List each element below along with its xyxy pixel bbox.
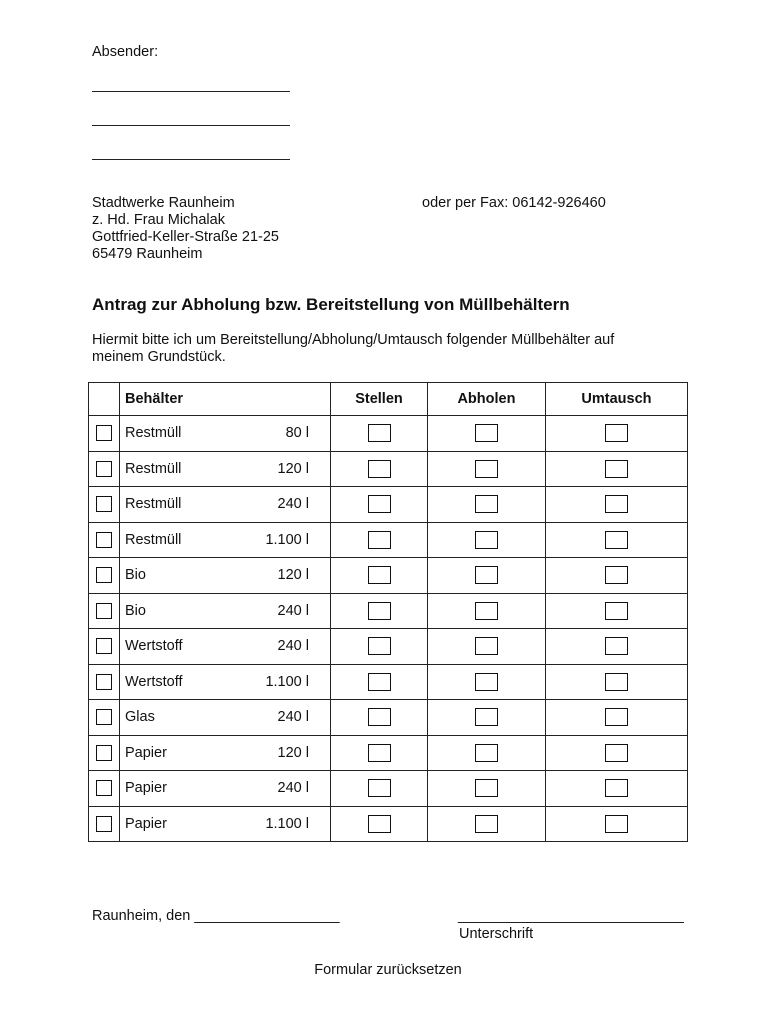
abholen-cell (428, 487, 546, 523)
recipient-address (92, 195, 279, 263)
umtausch-cell (545, 664, 687, 700)
recipient-line-2: z. Hd. Frau Michalak (92, 212, 225, 228)
abholen-cell (428, 593, 546, 629)
container-type: Glas (125, 709, 155, 726)
abholen-cell (428, 700, 546, 736)
row-select-cell (89, 416, 120, 452)
abholen-cell (428, 451, 546, 487)
umtausch-cell (545, 416, 687, 452)
umtausch-checkbox[interactable] (605, 602, 628, 620)
umtausch-cell (545, 593, 687, 629)
stellen-cell (331, 771, 428, 807)
table-row (89, 806, 688, 842)
abholen-checkbox[interactable] (475, 708, 498, 726)
abholen-checkbox[interactable] (475, 424, 498, 442)
fax-number: oder per Fax: 06142-926460 (422, 195, 606, 211)
umtausch-checkbox[interactable] (605, 637, 628, 655)
row-select-checkbox[interactable] (96, 780, 112, 796)
abholen-cell (428, 771, 546, 807)
stellen-cell (331, 558, 428, 594)
container-type: Bio (125, 567, 146, 584)
row-select-checkbox[interactable] (96, 674, 112, 690)
stellen-cell (331, 735, 428, 771)
umtausch-cell (545, 487, 687, 523)
sender-line-3[interactable] (92, 159, 290, 160)
row-select-cell (89, 771, 120, 807)
container-type-cell (120, 451, 331, 487)
table-row (89, 593, 688, 629)
row-select-checkbox[interactable] (96, 567, 112, 583)
stellen-cell (331, 664, 428, 700)
container-size: 80 l (285, 425, 309, 442)
stellen-checkbox[interactable] (368, 744, 391, 762)
abholen-cell (428, 416, 546, 452)
row-select-cell (89, 629, 120, 665)
header-stellen: Stellen (331, 383, 428, 416)
container-type-cell (120, 416, 331, 452)
table-row (89, 416, 688, 452)
row-select-cell (89, 806, 120, 842)
sender-line-1[interactable] (92, 91, 290, 92)
umtausch-checkbox[interactable] (605, 708, 628, 726)
row-select-cell (89, 451, 120, 487)
container-size: 1.100 l (265, 531, 309, 548)
container-type-cell (120, 558, 331, 594)
row-select-cell (89, 558, 120, 594)
umtausch-checkbox[interactable] (605, 744, 628, 762)
form-title: Antrag zur Abholung bzw. Bereitstellung von Müllbehältern (92, 295, 570, 314)
row-select-cell (89, 700, 120, 736)
umtausch-checkbox[interactable] (605, 424, 628, 442)
table-row (89, 664, 688, 700)
container-type: Restmüll (125, 531, 182, 548)
stellen-cell (331, 487, 428, 523)
abholen-checkbox[interactable] (475, 815, 498, 833)
stellen-cell (331, 416, 428, 452)
place-date: Raunheim, den __________________ (92, 908, 340, 924)
container-type: Wertstoff (125, 638, 183, 655)
row-select-cell (89, 664, 120, 700)
umtausch-checkbox[interactable] (605, 460, 628, 478)
container-size: 240 l (277, 602, 309, 619)
container-type-cell (120, 771, 331, 807)
umtausch-cell (545, 771, 687, 807)
table-row (89, 629, 688, 665)
intro-line-2: meinem Grundstück. (92, 349, 226, 365)
stellen-checkbox[interactable] (368, 815, 391, 833)
table-row (89, 700, 688, 736)
signature-line[interactable]: ____________________________ (458, 908, 684, 924)
row-select-cell (89, 487, 120, 523)
table-row (89, 451, 688, 487)
row-select-checkbox[interactable] (96, 709, 112, 725)
abholen-cell (428, 629, 546, 665)
abholen-cell (428, 806, 546, 842)
stellen-cell (331, 522, 428, 558)
umtausch-cell (545, 451, 687, 487)
stellen-checkbox[interactable] (368, 708, 391, 726)
container-table (88, 382, 688, 842)
container-type-cell (120, 664, 331, 700)
row-select-checkbox[interactable] (96, 745, 112, 761)
stellen-checkbox[interactable] (368, 566, 391, 584)
container-size: 240 l (277, 780, 309, 797)
intro-line-1: Hiermit bitte ich um Bereitstellung/Abholung/Umtausch folgender Müllbehälter auf (92, 332, 615, 348)
header-behaelter: Behälter (120, 383, 331, 416)
table-row (89, 558, 688, 594)
signature-label: Unterschrift (459, 926, 534, 942)
stellen-checkbox[interactable] (368, 495, 391, 513)
recipient-line-3: Gottfried-Keller-Straße 21-25 (92, 229, 279, 245)
umtausch-cell (545, 735, 687, 771)
umtausch-cell (545, 806, 687, 842)
container-size: 120 l (277, 567, 309, 584)
header-abholen: Abholen (428, 383, 546, 416)
abholen-checkbox[interactable] (475, 566, 498, 584)
stellen-checkbox[interactable] (368, 673, 391, 691)
recipient-line-4: 65479 Raunheim (92, 246, 203, 262)
container-type-cell (120, 522, 331, 558)
stellen-cell (331, 593, 428, 629)
row-select-checkbox[interactable] (96, 425, 112, 441)
umtausch-cell (545, 522, 687, 558)
abholen-cell (428, 558, 546, 594)
abholen-checkbox[interactable] (475, 779, 498, 797)
umtausch-checkbox[interactable] (605, 566, 628, 584)
stellen-cell (331, 451, 428, 487)
container-type-cell (120, 487, 331, 523)
container-type-cell (120, 806, 331, 842)
stellen-cell (331, 700, 428, 736)
container-type: Restmüll (125, 496, 182, 513)
row-select-cell (89, 593, 120, 629)
container-type: Papier (125, 815, 167, 832)
abholen-cell (428, 522, 546, 558)
abholen-checkbox[interactable] (475, 460, 498, 478)
umtausch-cell (545, 558, 687, 594)
header-umtausch: Umtausch (545, 383, 687, 416)
table-body (89, 416, 688, 842)
table-header-row (89, 383, 688, 416)
umtausch-cell (545, 629, 687, 665)
abholen-checkbox[interactable] (475, 637, 498, 655)
stellen-checkbox[interactable] (368, 460, 391, 478)
stellen-checkbox[interactable] (368, 531, 391, 549)
stellen-cell (331, 629, 428, 665)
abholen-checkbox[interactable] (475, 744, 498, 762)
container-type: Papier (125, 744, 167, 761)
umtausch-checkbox[interactable] (605, 531, 628, 549)
sender-line-2[interactable] (92, 125, 290, 126)
row-select-checkbox[interactable] (96, 638, 112, 654)
stellen-checkbox[interactable] (368, 602, 391, 620)
header-check-cell (89, 383, 120, 416)
reset-form-button[interactable]: Formular zurücksetzen (314, 962, 462, 978)
container-size: 120 l (277, 460, 309, 477)
container-type-cell (120, 593, 331, 629)
container-type: Restmüll (125, 460, 182, 477)
container-type-cell (120, 629, 331, 665)
container-size: 1.100 l (265, 815, 309, 832)
row-select-checkbox[interactable] (96, 532, 112, 548)
stellen-cell (331, 806, 428, 842)
row-select-cell (89, 522, 120, 558)
container-type-cell (120, 735, 331, 771)
container-type: Restmüll (125, 425, 182, 442)
container-type: Bio (125, 602, 146, 619)
stellen-checkbox[interactable] (368, 779, 391, 797)
abholen-cell (428, 735, 546, 771)
container-type: Wertstoff (125, 673, 183, 690)
table-row (89, 522, 688, 558)
row-select-checkbox[interactable] (96, 816, 112, 832)
abholen-checkbox[interactable] (475, 495, 498, 513)
sender-label: Absender: (92, 44, 159, 60)
container-size: 240 l (277, 709, 309, 726)
abholen-cell (428, 664, 546, 700)
table-row (89, 487, 688, 523)
table-row (89, 735, 688, 771)
stellen-checkbox[interactable] (368, 424, 391, 442)
container-type: Papier (125, 780, 167, 797)
row-select-checkbox[interactable] (96, 496, 112, 512)
container-size: 120 l (277, 744, 309, 761)
row-select-cell (89, 735, 120, 771)
umtausch-checkbox[interactable] (605, 815, 628, 833)
umtausch-checkbox[interactable] (605, 673, 628, 691)
umtausch-checkbox[interactable] (605, 495, 628, 513)
row-select-checkbox[interactable] (96, 461, 112, 477)
container-size: 240 l (277, 638, 309, 655)
container-size: 240 l (277, 496, 309, 513)
umtausch-cell (545, 700, 687, 736)
abholen-checkbox[interactable] (475, 602, 498, 620)
abholen-checkbox[interactable] (475, 673, 498, 691)
umtausch-checkbox[interactable] (605, 779, 628, 797)
stellen-checkbox[interactable] (368, 637, 391, 655)
container-size: 1.100 l (265, 673, 309, 690)
table-row (89, 771, 688, 807)
container-type-cell (120, 700, 331, 736)
row-select-checkbox[interactable] (96, 603, 112, 619)
recipient-line-1: Stadtwerke Raunheim (92, 195, 235, 211)
intro-text (92, 332, 614, 366)
abholen-checkbox[interactable] (475, 531, 498, 549)
